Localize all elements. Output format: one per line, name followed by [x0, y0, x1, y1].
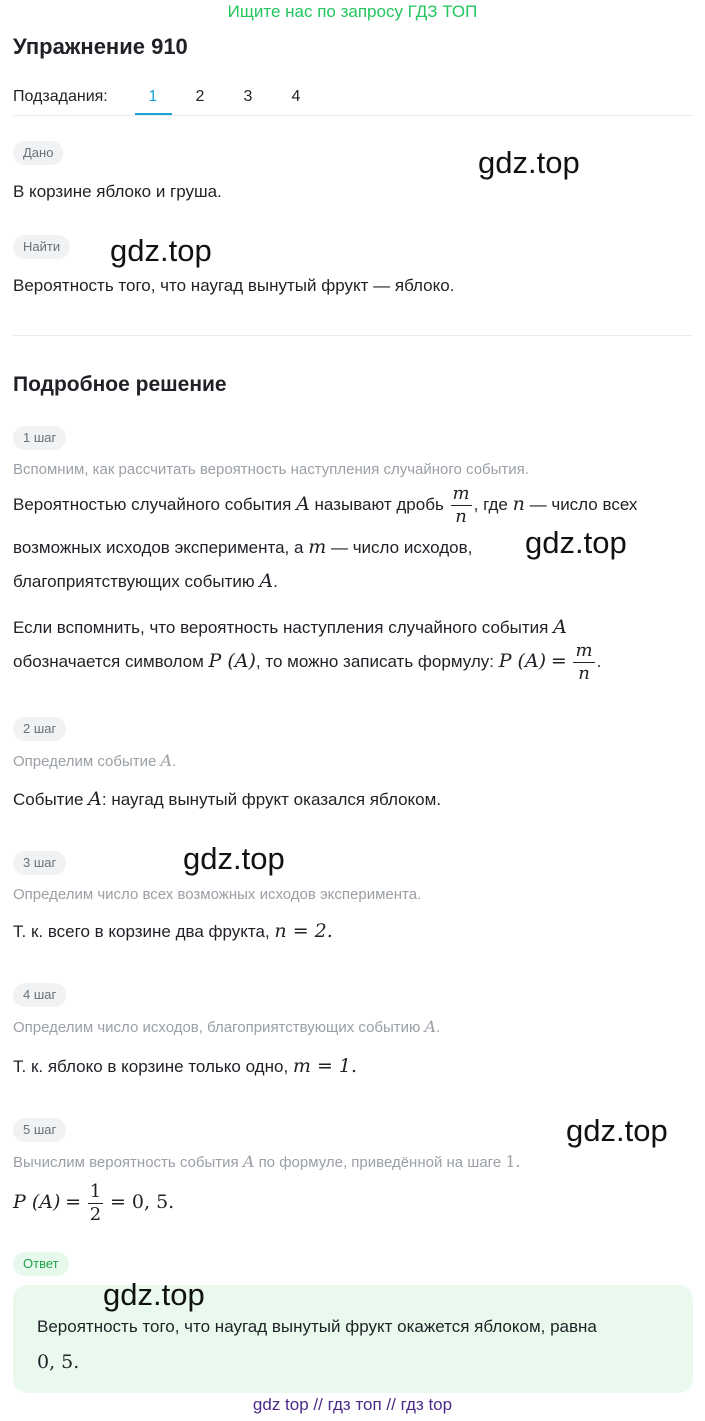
step-2-badge: 2 шаг — [13, 717, 66, 741]
tab-subtask-3[interactable]: 3 — [243, 88, 253, 105]
answer-text: Вероятность того, что наугад вынутый фрукт окажется яблоком, равна — [37, 1317, 597, 1336]
step-3-badge: 3 шаг — [13, 851, 66, 875]
step-5-badge: 5 шаг — [13, 1118, 66, 1142]
step-5-computation: P (A) = $\frac{1}{2}$ = 0, 5. — [13, 1181, 175, 1225]
fraction-one-half: $\frac{1}{2}$ — [89, 1181, 102, 1225]
answer-value: 0, 5. — [37, 1351, 80, 1373]
tab-subtask-2[interactable]: 2 — [195, 88, 205, 105]
page-title: Упражнение 910 — [13, 34, 188, 59]
footer-links[interactable]: gdz top // гдз топ // гдз top — [252, 1395, 453, 1414]
watermark: gdz.top — [110, 233, 212, 268]
fraction-m-over-n-formula: $\frac{m}{n}$ — [575, 640, 593, 684]
step-3-hint: Определим число всех возможных исходов эксперимента. — [13, 886, 422, 903]
step-4-hint: Определим число исходов, благоприятствующих событию A. — [13, 1017, 441, 1036]
watermark: gdz.top — [103, 1277, 205, 1312]
section-divider — [13, 335, 692, 336]
step-2-text: Событие A: наугад вынутый фрукт оказался яблоком. — [13, 788, 442, 810]
watermark: gdz.top — [566, 1113, 668, 1148]
tab-subtask-1[interactable]: 1 — [148, 88, 158, 105]
given-text: В корзине яблоко и груша. — [13, 182, 222, 201]
active-tab-indicator — [135, 113, 172, 115]
search-banner[interactable]: Ищите нас по запросу ГДЗ ТОП — [227, 2, 478, 21]
answer-badge: Ответ — [13, 1252, 69, 1276]
step-1-hint: Вспомним, как рассчитать вероятность наступления случайного события. — [13, 461, 529, 478]
find-badge: Найти — [13, 235, 70, 259]
fraction-m-over-n: $\frac{m}{n}$ — [452, 483, 470, 527]
step-1-definition-line-2: возможных исходов эксперимента, а m — число исходов, — [13, 536, 473, 558]
watermark: gdz.top — [478, 145, 580, 180]
solution-title: Подробное решение — [13, 373, 227, 396]
step-1-formula-line-2: обозначается символом P (A), то можно записать формулу: P (A) = $\frac{m}{n}$ . — [13, 640, 602, 684]
step-1-definition-line-3: благоприятствующих событию A. — [13, 570, 278, 592]
step-1-definition-line-1: Вероятностью случайного события A называют дробь $\frac{m}{n}$ , где n — число всех — [13, 483, 638, 527]
step-2-hint: Определим событие A. — [13, 751, 177, 770]
step-5-hint: Вычислим вероятность события A по формуле, приведённой на шаге 1. — [13, 1152, 521, 1171]
step-3-text: Т. к. всего в корзине два фрукта, n = 2. — [13, 920, 333, 942]
find-text: Вероятность того, что наугад вынутый фрукт — яблоко. — [13, 276, 455, 295]
watermark: gdz.top — [525, 525, 627, 560]
step-4-text: Т. к. яблоко в корзине только одно, m = 1. — [13, 1055, 358, 1077]
subtasks-label: Подзадания: — [13, 88, 108, 105]
step-1-badge: 1 шаг — [13, 426, 66, 450]
step-1-formula-line-1: Если вспомнить, что вероятность наступления случайного события A — [13, 616, 567, 638]
tabs-divider — [13, 115, 692, 116]
step-4-badge: 4 шаг — [13, 983, 66, 1007]
tab-subtask-4[interactable]: 4 — [291, 88, 301, 105]
watermark: gdz.top — [183, 841, 285, 876]
given-badge: Дано — [13, 141, 63, 165]
